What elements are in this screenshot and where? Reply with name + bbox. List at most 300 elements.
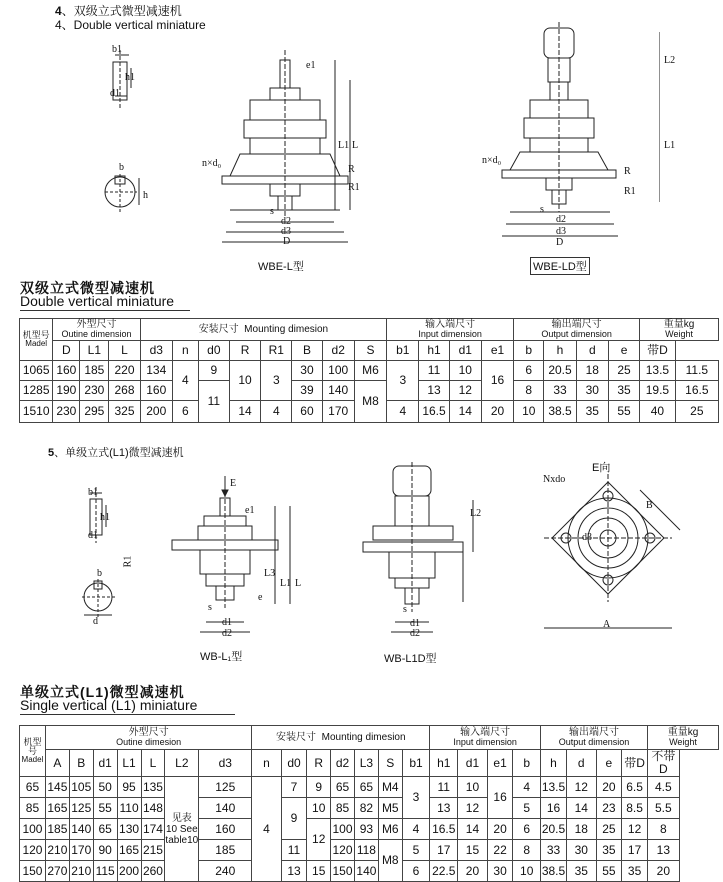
table1-cell: 6 [514,361,544,381]
wb-l1-drawing [160,476,320,646]
table2-cell: 4 [402,819,430,840]
table2-cell: 145 [45,777,69,798]
s5-dim-d1-label-2: d1 [410,618,420,629]
table1-header-weight-en: Weight [665,329,693,340]
table2-cell: 8.5 [622,798,648,819]
table2-header-input-cn: 输入端尺寸 [460,727,511,739]
table2-cell: 38.5 [541,861,567,882]
table2-header-output [541,726,648,750]
table2-header-weight-cn: 重量kg [667,727,699,739]
table1-cell: 170 [322,401,354,423]
table1-col-header: L [109,341,140,361]
dim-s-label-ld: s [540,204,544,215]
dim-h-label: h [143,190,148,201]
table2-header-input [430,726,541,750]
table1-cell: 140 [322,381,354,401]
table2-col-header: A [45,750,69,777]
table2-cell: 115 [93,861,117,882]
table2-cell: 65 [93,819,117,840]
table2-cell: 22.5 [430,861,458,882]
table2-cell: 174 [141,819,165,840]
table2-row [20,840,719,861]
table2-cell: 10 [458,777,488,798]
table2-cell: 165 [117,840,141,861]
table2-cell: 140 [354,861,378,882]
dim-L1-label-l: L1 [338,140,350,151]
table1-col-header: b1 [387,341,419,361]
wb-l1d-caption: WB-L1D型 [384,653,437,665]
table2-cell: 13 [430,798,458,819]
table1-cell: 185 [80,361,109,381]
table2-col-header: B [69,750,93,777]
dim-s-label-l: s [270,206,274,217]
table1-col-header: d2 [322,341,354,361]
table2-cell: 6.5 [622,777,648,798]
dim-R-label-ld: R [624,166,631,177]
dim-d1-label: d1 [110,88,120,99]
table2-cell: 105 [69,777,93,798]
table1-cell: 40 [640,401,676,423]
table2-cell: 9 [281,798,307,840]
dim-L-label-l: L [352,140,359,151]
table2-cell: 150 [331,861,355,882]
table1-header-input-en: Input dimension [418,329,482,340]
table2-cell: 11 [281,840,307,861]
table2-cell: 210 [45,840,69,861]
table2-col-header: d1 [458,750,488,777]
table1-cell: 11 [419,361,449,381]
table1-cell: 13 [419,381,449,401]
s5-dim-e-label: e [258,592,263,603]
table1-cell: 35 [576,401,608,423]
table1-col-header: h1 [419,341,449,361]
table1-header-model-cn: 机型号 [22,329,50,340]
dim-R1-label-ld: R1 [624,186,636,197]
table1-cell: 100 [322,361,354,381]
s5-dim-d-label: d [93,616,98,627]
table2-cell: 140 [69,819,93,840]
table2-cell: 16.5 [430,819,458,840]
table2-cell: 210 [69,861,93,882]
table1-header-input-cn: 输入端尺寸 [425,319,476,331]
table2-cell: 4.5 [647,777,679,798]
table1-row [20,361,719,381]
table2-cell: 55 [596,861,622,882]
s5-dim-R1-label: R1 [122,555,134,568]
table2-cell: 22 [487,840,513,861]
dim-L1-label-ld: L1 [664,140,676,151]
table1-header-outline [53,319,140,341]
s5-dim-L3-label: L3 [264,568,276,579]
table1-cell: 9 [198,361,229,381]
table1-cell: 55 [608,401,639,423]
table1-cell: 60 [292,401,322,423]
table2-header-output-en: Output dimension [558,737,630,748]
table2-col-header: S [378,750,402,777]
table1-cell: 3 [261,361,292,401]
s5-dim-d2-label: d2 [222,628,232,639]
table2-header-input-en: Input dimension [453,737,517,748]
table2-col-header: L3 [354,750,378,777]
table1-cell: 4 [172,361,198,401]
table1-cell: 4 [261,401,292,423]
table2 [19,725,719,882]
table2-col-header: d [566,750,596,777]
table2-cell: 260 [141,861,165,882]
table2-cell: 85 [331,798,355,819]
table1-cell: 30 [292,361,322,381]
table2-cell: 20 [458,861,488,882]
table1-cell: 20.5 [544,361,576,381]
table2-cell: 15 [458,840,488,861]
table1-col-header: h [544,341,576,361]
dim-h1-label: h1 [125,72,135,83]
dim-R1-label-l: R1 [348,182,360,193]
table2-cell: 9 [307,777,331,798]
table2-cell: 16 [541,798,567,819]
table1-cell: 6 [172,401,198,423]
wb-l1d-drawing [355,462,495,652]
section5-number: 5 [48,447,55,459]
table1-cell: 18 [576,361,608,381]
table1-cell: 38.5 [544,401,576,423]
dim-b1-label: b1 [112,44,122,55]
table1-col-header: R [229,341,260,361]
table2-col-header: d3 [199,750,252,777]
table2-cell: 35 [622,861,648,882]
table2-cell: 110 [117,798,141,819]
table1-col-header: d [576,341,608,361]
table1-cell: 8 [514,381,544,401]
section4-title-cn: 、双级立式微型减速机 [61,4,182,18]
table2-cell: 14 [566,798,596,819]
table1-col-header: d3 [140,341,172,361]
table1-cell: 1065 [20,361,53,381]
table2-cell: 10 [307,798,331,819]
dim-D-label-l: D [283,236,291,247]
e-direction-flange-drawing [540,470,715,640]
table1-col-header: R1 [261,341,292,361]
table2-cell: M5 [378,798,402,819]
table1-cell: M6 [354,361,386,381]
table1-col-header: b [514,341,544,361]
table2-cell: 90 [93,840,117,861]
table2-header-outline [45,726,251,750]
dim-nd0-label-ld: n×d₀ [482,155,502,166]
table2-cell: 118 [354,840,378,861]
table2-cell: 50 [93,777,117,798]
table2-col-header: 带D [622,750,648,777]
table1-header-model-en: Madel [25,338,48,348]
table2-title-underline [20,714,235,715]
table2-header-weight [647,726,718,750]
table2-row [20,861,719,882]
table2-cell: 33 [541,840,567,861]
table2-cell: 12 [566,777,596,798]
table2-col-header: 不带D [647,750,679,777]
table2-cell: 4 [513,777,541,798]
table2-cell: 185 [45,819,69,840]
table2-cell: 125 [69,798,93,819]
table1-cell: 35 [608,381,639,401]
table2-header-model [20,726,46,777]
section5-heading [48,444,184,460]
table2-cell: 17 [430,840,458,861]
table2-cell: 4 [252,777,281,882]
table2-cell: 20.5 [541,819,567,840]
table2-cell: 165 [45,798,69,819]
table2-cell: 35 [596,840,622,861]
table1-header-mounting-en: Mounting dimesion [244,324,329,335]
dim-b-label: b [119,162,124,173]
table2-col-header: b1 [402,750,430,777]
table2-cell: 5 [402,840,430,861]
table2-cell: 120 [331,840,355,861]
table1-cell: 230 [53,401,80,423]
s5-dim-d2-label-2: d2 [410,628,420,639]
table2-col-header: h1 [430,750,458,777]
s5-dim-L1-label: L1 [280,578,292,589]
table1-cell: 20 [481,401,513,423]
table1-col-header: n [172,341,198,361]
table1-title-underline [20,310,190,311]
table1-row [20,381,719,401]
table2-cell: 3 [402,777,430,819]
table2-title-en: Single vertical (L1) miniature [20,697,198,713]
table2-col-header: d1 [93,750,117,777]
table1-cell: 11 [198,381,229,423]
table2-cell: 100 [20,819,46,840]
s5-dim-L2-label: L2 [470,508,482,519]
table2-cell: 82 [354,798,378,819]
table1-cell: 12 [449,381,481,401]
s5-dim-L-label: L [295,578,302,589]
table1-header-output-en: Output dimension [541,329,612,340]
table2-cell: 140 [199,798,252,819]
table2-cell: 23 [596,798,622,819]
table2-header-mounting [252,726,430,750]
table2-cell: 200 [117,861,141,882]
table2-row [20,819,719,840]
table1-cell: 10 [229,361,260,401]
table2-row [20,798,719,819]
table1-cell: 134 [140,361,172,381]
table2-header-model-cn: 机型号 [23,736,42,756]
table2-cell: 13 [647,840,679,861]
table2-col-header: e [596,750,622,777]
table2-cell: 5.5 [647,798,679,819]
table2-cell: 25 [596,819,622,840]
table2-cell: 170 [69,840,93,861]
table2-cell: 240 [199,861,252,882]
table2-header-outline-cn: 外型尺寸 [128,727,169,739]
s5-dim-d1-label: d1 [88,530,98,541]
table2-cell: 18 [566,819,596,840]
table2-col-header: d0 [281,750,307,777]
section4-number: 4 [55,4,62,18]
section5-title: 、单级立式(L1)微型减速机 [54,447,184,459]
table2-cell: 16 [487,777,513,819]
table2-cell: 65 [20,777,46,798]
table1-col-header: L1 [80,341,109,361]
table2-cell: 95 [117,777,141,798]
table2-cell: 6 [402,861,430,882]
table2-cell: 148 [141,798,165,819]
dim-e1-label-l: e1 [306,60,316,71]
wb-l1-caption: WB-L₁型 [200,651,243,663]
table2-cell: 6 [513,819,541,840]
dim-d2-label-ld: d2 [556,214,566,225]
table1-header-weight [640,319,719,341]
wbe-ld-drawing [480,22,660,252]
table2-cell: 13 [281,861,307,882]
table2-col-header: d2 [331,750,355,777]
table1-cell: 230 [80,381,109,401]
table2-col-header: R [307,750,331,777]
table1-header-outline-cn: 外型尺寸 [76,319,117,331]
section4-heading-en: 4、Double vertical miniature [55,18,206,32]
table2-header-model-en: Madel [21,754,44,764]
table1-cell: 14 [449,401,481,423]
table2-cell: 125 [199,777,252,798]
table1-cell: 25 [608,361,639,381]
table2-cell: 15 [307,861,331,882]
table1-col-header: d1 [449,341,481,361]
table1-cell: 16 [481,361,513,401]
s5-dim-s-label-2: s [403,604,407,615]
table2-cell: 12 [622,819,648,840]
wbe-ld-caption: WBE-LD型 [530,257,590,275]
table1-cell: 10 [514,401,544,423]
table2-cell: 5 [513,798,541,819]
table2-header-mounting-en: Mounting dimesion [321,732,406,743]
table2-cell: M4 [378,777,402,798]
table1-cell: 268 [109,381,140,401]
table1-header-outline-en: Outine dimension [61,329,132,340]
s5-dim-h1-label: h1 [100,512,110,523]
table2-cell: 135 [141,777,165,798]
table2-col-header: h [541,750,567,777]
s5-dim-nxdo-label: Nxdo [543,474,566,485]
table1-col-header: B [292,341,322,361]
wbe-l-caption: WBE-L型 [258,261,304,273]
table2-header-weight-en: Weight [669,737,697,748]
table2-cell: M6 [378,819,402,840]
table2-cell: 10 [513,861,541,882]
table2-cell: 100 [331,819,355,840]
table2-col-header: L1 [117,750,141,777]
table2-cell: 185 [199,840,252,861]
table1-cell: 190 [53,381,80,401]
section5-shaft-detail-drawing [70,485,150,630]
table1-title-cn: 双级立式微型减速机 [20,280,155,296]
table1-cell: 10 [449,361,481,381]
table1 [19,318,719,423]
table2-header-outline-en: Outine dimesion [116,737,182,748]
table2-title-cn: 单级立式(L1)微型减速机 [20,684,185,700]
table2-col-header: L2 [165,750,199,777]
table2-col-header: n [252,750,281,777]
s5-dim-B-label: B [646,500,653,511]
table2-cell: 12 [458,798,488,819]
table1-title-en: Double vertical miniature [20,293,175,309]
dim-nd0-label-l: n×d₀ [202,158,222,169]
table1-cell: M8 [354,381,386,423]
table2-cell: 20 [487,819,513,840]
s5-dim-d1-bottom-label: d1 [222,617,232,628]
table1-cell: 16.5 [419,401,449,423]
table1-cell: 295 [80,401,109,423]
table2-cell: 160 [199,819,252,840]
table1-col-header: S [354,341,386,361]
table2-cell: 150 [20,861,46,882]
table1-header-mounting-cn: 安装尺寸 [198,324,239,335]
table1-header-output [514,319,640,341]
s5-dim-d3-label: d3 [582,532,592,543]
dim-L2-label-ld: L2 [664,55,676,66]
table2-cell: 20 [596,777,622,798]
table1-col-header: d0 [198,341,229,361]
s5-dim-b-label: b [97,568,102,579]
table1-cell: 220 [109,361,140,381]
table1-col-header: e1 [481,341,513,361]
table2-cell: 8 [647,819,679,840]
table2-cell: 215 [141,840,165,861]
table2-row [20,777,719,798]
table1-header-input [387,319,514,341]
table2-cell: 55 [93,798,117,819]
table2-cell: 30 [566,840,596,861]
table2-cell: 85 [20,798,46,819]
table2-cell: 120 [20,840,46,861]
table1-cell: 19.5 [640,381,676,401]
s5-dim-A-label: A [603,619,611,630]
table1-header-weight-cn: 重量kg [663,319,695,331]
table1-header-model [20,319,53,361]
table2-cell: 7 [281,777,307,798]
table1-cell: 39 [292,381,322,401]
table1-col-header: 带D [640,341,676,361]
table2-cell: 35 [566,861,596,882]
s5-dim-s-label: s [208,602,212,613]
table2-cell: 270 [45,861,69,882]
section4-shaft-detail-drawing [95,40,165,220]
table1-col-header: e [608,341,639,361]
table1-cell: 4 [387,401,419,423]
table2-cell: 12 [307,819,331,861]
table1-cell: 30 [576,381,608,401]
table1-cell: 3 [387,361,419,401]
table1-cell: 11.5 [675,361,718,381]
s5-dim-b1-label: b1 [88,487,98,498]
table2-cell: 20 [647,861,679,882]
table2-cell: 130 [117,819,141,840]
s5-dim-e1-label: e1 [245,505,255,516]
table1-cell: 200 [140,401,172,423]
table2-cell: 30 [487,861,513,882]
table2-header-output-cn: 输出端尺寸 [569,727,619,739]
dim-d3-label-ld: d3 [556,226,566,237]
table2-cell: 17 [622,840,648,861]
table1-header-mounting [140,319,387,341]
table1-cell: 1285 [20,381,53,401]
dim-D-label-ld: D [556,237,564,248]
dim-R-label-l: R [348,164,355,175]
table2-cell: 13.5 [541,777,567,798]
table1-col-header: D [53,341,80,361]
dim-d2-label-l: d2 [281,216,291,227]
table1-cell: 160 [140,381,172,401]
